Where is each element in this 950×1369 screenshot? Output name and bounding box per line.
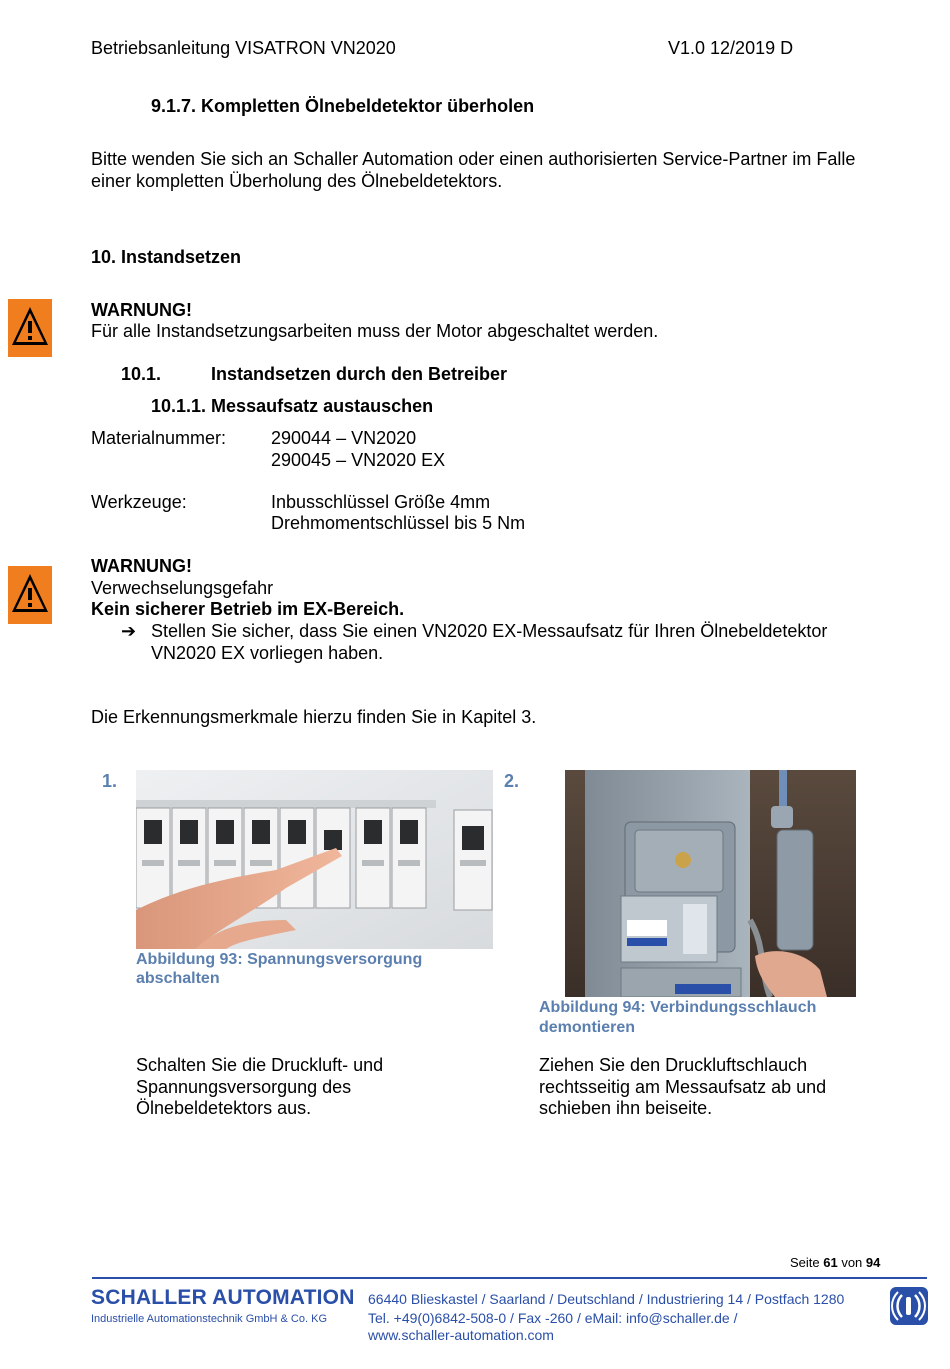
warning-text: Verwechselungsgefahr — [91, 578, 274, 598]
material-label: Materialnummer: — [91, 428, 227, 448]
warning-triangle-icon — [8, 299, 52, 357]
material-number: 290044 – VN2020 — [271, 428, 417, 448]
arrow-right-icon: ➔ — [121, 621, 137, 641]
footer-divider — [92, 1277, 927, 1279]
step-number: 2. — [504, 771, 520, 791]
figure-caption: abschalten — [136, 970, 220, 987]
section-heading-9-1-7: 9.1.7. Kompletten Ölnebeldetektor überholen — [151, 96, 535, 116]
tool-item: Inbusschlüssel Größe 4mm — [271, 492, 491, 512]
bullet-text: Stellen Sie sicher, dass Sie einen VN2020 EX-Messaufsatz für Ihren Ölnebeldetektor — [151, 621, 828, 641]
section-heading-10: 10. Instandsetzen — [91, 247, 242, 267]
breaker-panel-photo — [136, 770, 493, 949]
bullet-text: VN2020 EX vorliegen haben. — [151, 643, 384, 663]
paragraph-line: einer kompletten Überholung des Ölnebeldetektors. — [91, 171, 503, 191]
tool-item: Drehmomentschlüssel bis 5 Nm — [271, 513, 526, 533]
figure-caption: demontieren — [539, 1019, 636, 1036]
warning-title: WARNUNG! — [91, 300, 192, 320]
section-number-10-1: 10.1. — [121, 364, 162, 384]
step-instruction: Ziehen Sie den Druckluftschlauch — [539, 1055, 808, 1075]
detector-photo — [565, 770, 856, 997]
step-instruction: schieben ihn beiseite. — [539, 1098, 713, 1118]
section-heading-10-1-1: 10.1.1. Messaufsatz austauschen — [151, 396, 434, 416]
step-instruction: Schalten Sie die Druckluft- und — [136, 1055, 384, 1075]
step-instruction: Ölnebeldetektors aus. — [136, 1098, 312, 1118]
reference-text: Die Erkennungsmerkmale hierzu finden Sie in Kapitel 3. — [91, 707, 537, 727]
document-title: Betriebsanleitung VISATRON VN2020 — [91, 38, 396, 58]
document-version: V1.0 12/2019 D — [668, 38, 794, 58]
tools-label: Werkzeuge: — [91, 492, 187, 512]
footer-address: 66440 Blieskastel / Saarland / Deutschland / Industriering 14 / Postfach 1280 — [368, 1291, 845, 1307]
footer-subtitle: Industrielle Automationstechnik GmbH & Co. KG — [91, 1313, 327, 1325]
step-number: 1. — [102, 771, 118, 791]
warning-triangle-icon — [8, 566, 52, 624]
step-instruction: rechtsseitig am Messaufsatz ab und — [539, 1077, 827, 1097]
section-title-10-1: Instandsetzen durch den Betreiber — [211, 364, 508, 384]
paragraph-line: Bitte wenden Sie sich an Schaller Automation oder einen authorisierten Service-Partner im Falle — [91, 149, 856, 169]
schaller-logo-icon — [890, 1287, 928, 1325]
warning-text-bold: Kein sicherer Betrieb im EX-Bereich. — [91, 599, 405, 619]
page-number: Seite 61 von 94 — [790, 1255, 881, 1270]
footer-company: SCHALLER AUTOMATION — [91, 1286, 355, 1309]
figure-caption: Abbildung 94: Verbindungsschlauch — [539, 999, 817, 1016]
figure-caption: Abbildung 93: Spannungsversorgung — [136, 951, 423, 968]
material-number: 290045 – VN2020 EX — [271, 450, 446, 470]
footer-website[interactable]: www.schaller-automation.com — [368, 1327, 554, 1343]
step-instruction: Spannungsversorgung des — [136, 1077, 352, 1097]
footer-contact: Tel. +49(0)6842-508-0 / Fax -260 / eMail: info@schaller.de / — [368, 1310, 738, 1326]
warning-text: Für alle Instandsetzungsarbeiten muss der Motor abgeschaltet werden. — [91, 321, 659, 341]
warning-title: WARNUNG! — [91, 556, 192, 576]
